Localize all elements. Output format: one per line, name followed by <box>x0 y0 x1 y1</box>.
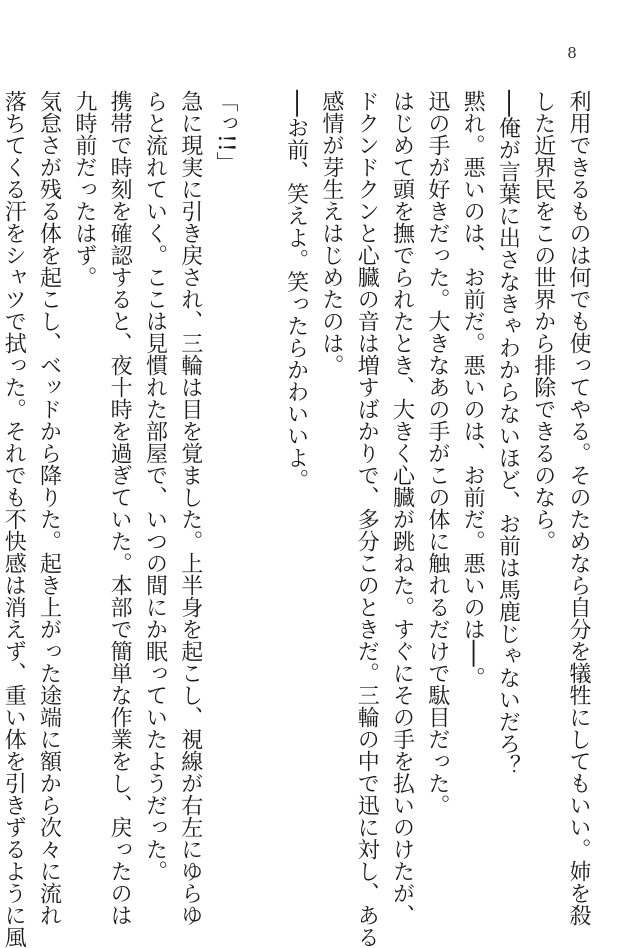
text-line: 落ちてくる汗をシャツで拭った。それでも不快感は消えず、重い体を引きずるように風 <box>1 90 27 948</box>
text-line: 利用できるものは何でも使ってやる。そのためなら自分を犠牲にしてもいい。姉を殺 <box>566 90 591 926</box>
text-line: 急に現実に引き戻され、三輪は目を覚ました。上半身を起こし、視線が右左にゆらゆ <box>177 90 203 926</box>
text-line: 黙れ。悪いのは、お前だ。悪いのは、お前だ。悪いのは──。 <box>460 90 486 689</box>
vertical-body-text <box>1 90 596 948</box>
page-number: 8 <box>567 44 577 62</box>
text-line: ──お前、笑えよ。笑ったらかわいいよ。 <box>283 90 309 491</box>
text-line: 九時前だったはず。 <box>71 90 97 288</box>
blank-line <box>243 90 278 866</box>
text-line: はじめて頭を撫でられたとき、大きく心臓が跳ねた。すぐにその手を払いのけたが、 <box>389 90 415 926</box>
text-line: らと流れていく。ここは見慣れた部屋で、いつの間にか眠っていたようだった。 <box>142 90 168 882</box>
text-line: ──俺が言葉に出さなきゃわからないほど、お前は馬鹿じゃないだろ？ <box>495 90 521 777</box>
text-line: 迅の手が好きだった。大きなあの手がこの体に触れるだけで駄目だった。 <box>424 90 450 816</box>
text-line: した近界民をこの世界から排除できるのなら。 <box>530 90 556 552</box>
text-line: 感情が芽生えはじめたのは。 <box>318 90 344 376</box>
text-line: 携帯で時刻を確認すると、夜十時を過ぎていた。本部で簡単な作業をし、戻ったのは <box>107 90 133 926</box>
text-line: 気怠さが残る体を起こし、ベッドから降りた。起き上がった途端に額から次々に流れ <box>36 90 62 926</box>
text-line: ドクンドクンと心臓の音は増すばかりで、多分このときだ。三輪の中で迅に対し、ある <box>354 90 380 948</box>
text-line: 「っ!!」 <box>213 90 239 174</box>
